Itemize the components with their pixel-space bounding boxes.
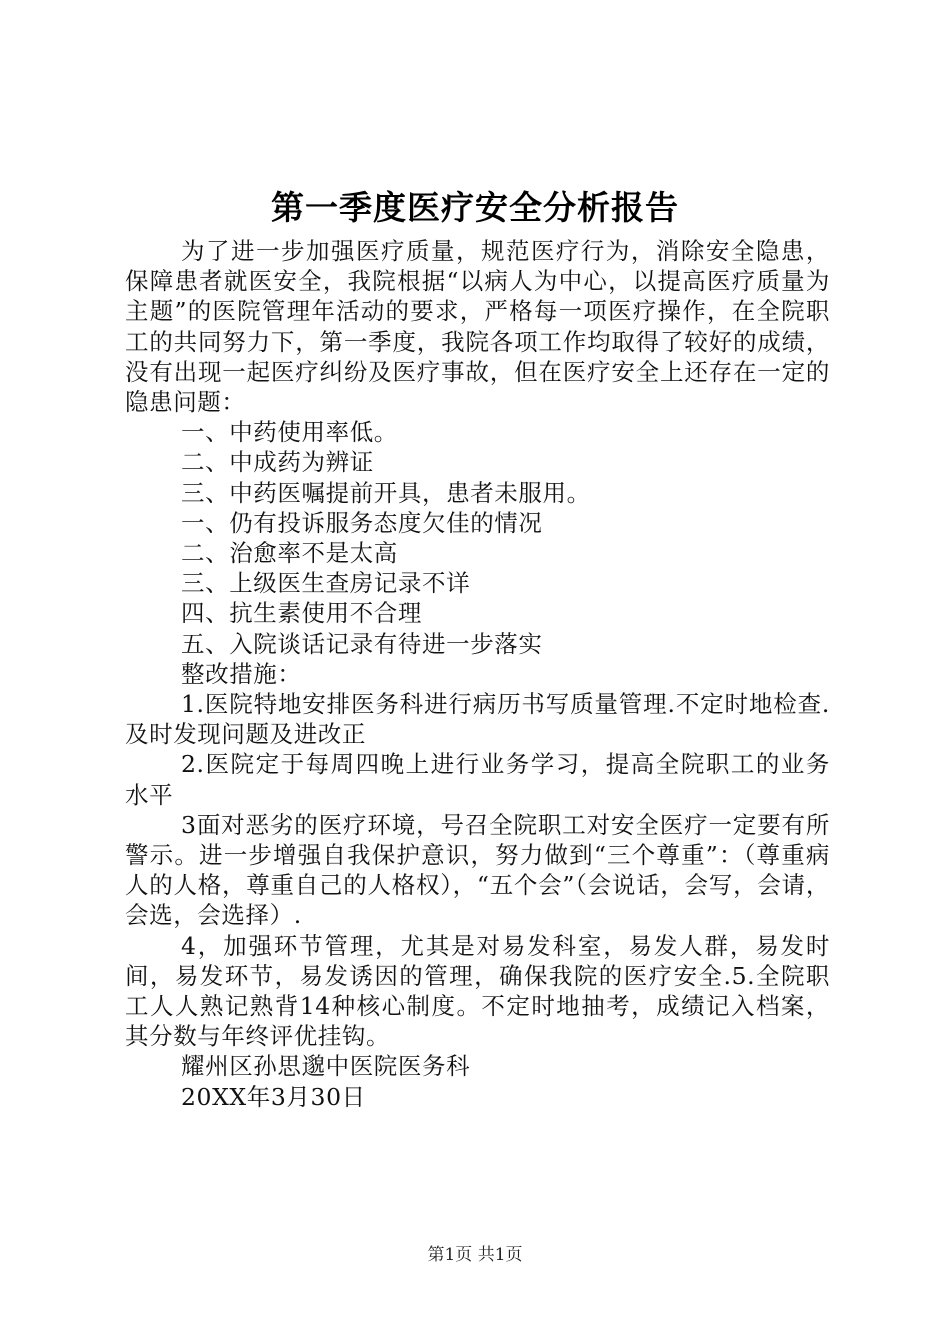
intro-paragraph: 为了进一步加强医疗质量，规范医疗行为，消除安全隐患，保障患者就医安全，我院根据“以病人为中心，以提高医疗质量为主题”的医院管理年活动的要求，严格每一项医疗操作，在全院职工的共同努力下，第一季度，我院各项工作均取得了较好的成绩，没有出现一起医疗纠纷及医疗事故，但在医疗安全上还存在一定的隐患问题：	[125, 237, 830, 417]
issue-item: 四、抗生素使用不合理	[181, 599, 422, 628]
issue-item: 一、仍有投诉服务态度欠佳的情况	[181, 508, 543, 537]
measure-item: 3面对恶劣的医疗环境，号召全院职工对安全医疗一定要有所警示。进一步增强自我保护意识，努力做到“三个尊重”：（尊重病人的人格，尊重自己的人格权），“五个会”（会说话，会写，会请，会选，会选择）.	[125, 810, 830, 930]
issue-item: 三、中药医嘱提前开具，患者未服用。	[181, 478, 591, 507]
signature-date: 20XX年3月30日	[181, 1082, 366, 1111]
document-body	[125, 236, 830, 1112]
measure-item: 2.医院定于每周四晚上进行业务学习，提高全院职工的业务水平	[125, 750, 830, 809]
issue-item: 五、入院谈话记录有待进一步落实	[181, 629, 543, 658]
measure-item: 1.医院特地安排医务科进行病历书写质量管理.不定时地检查.及时发现问题及进改正	[125, 690, 830, 749]
signature-department: 耀州区孙思邈中医院医务科	[181, 1052, 471, 1081]
issue-item: 二、中成药为辨证	[181, 448, 374, 477]
page-number-footer: 第1页 共1页	[427, 1245, 523, 1265]
issue-item: 三、上级医生查房记录不详	[181, 569, 471, 598]
measures-heading: 整改措施：	[181, 659, 302, 688]
issue-item: 一、中药使用率低。	[181, 418, 398, 447]
document-title: 第一季度医疗安全分析报告	[271, 188, 679, 227]
measure-item: 4，加强环节管理，尤其是对易发科室，易发人群，易发时间，易发环节，易发诱因的管理，确保我院的医疗安全.5.全院职工人人熟记熟背14种核心制度。不定时地抽考，成绩记入档案，其分数与年终评优挂钩。	[125, 931, 830, 1051]
issue-item: 二、治愈率不是太高	[181, 539, 398, 568]
